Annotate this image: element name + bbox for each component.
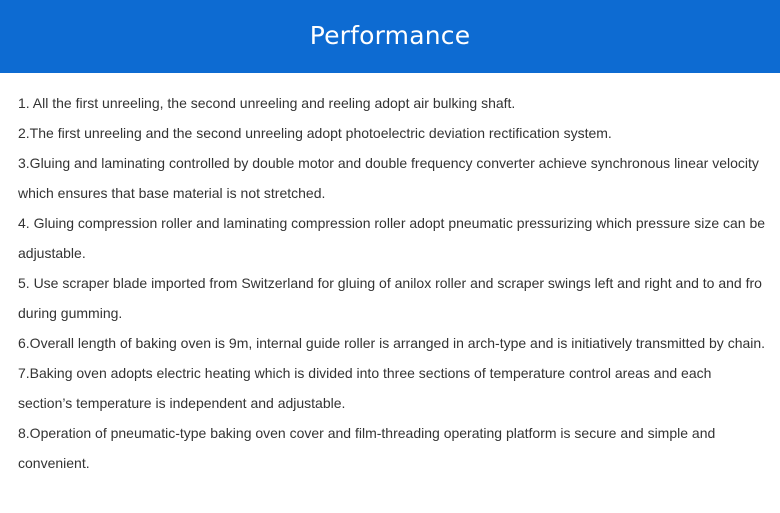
page-title: Performance (309, 21, 471, 50)
header-banner (0, 0, 780, 73)
list-item: 1. All the first unreeling, the second unreeling and reeling adopt air bulking shaft. (18, 95, 516, 111)
list-item: 4. Gluing compression roller and laminating compression roller adopt pneumatic pressurizing which pressure size can be adjustable. (18, 215, 766, 261)
list-item: 5. Use scraper blade imported from Switzerland for gluing of anilox roller and scraper swings left and right and to and fro during gumming. (18, 275, 762, 321)
list-item: 7.Baking oven adopts electric heating which is divided into three sections of temperature control areas and each section’s temperature is independent and adjustable. (18, 365, 712, 411)
list-item: 8.Operation of pneumatic-type baking oven cover and film-threading operating platform is secure and simple and convenient. (18, 425, 716, 471)
list-item: 2.The first unreeling and the second unreeling adopt photoelectric deviation rectification system. (18, 125, 612, 141)
performance-list (0, 73, 780, 478)
list-item: 3.Gluing and laminating controlled by double motor and double frequency converter achieve synchronous linear velocity which ensures that base material is not stretched. (18, 155, 759, 201)
list-item: 6.Overall length of baking oven is 9m, internal guide roller is arranged in arch-type and is initiatively transmitted by chain. (18, 335, 766, 351)
